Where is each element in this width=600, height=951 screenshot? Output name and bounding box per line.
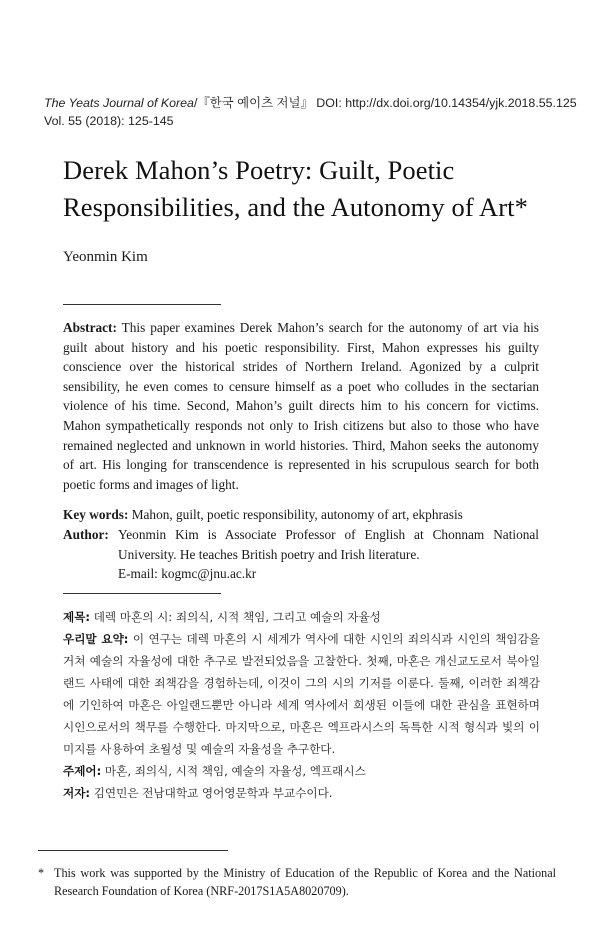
korean-summary-block: [63, 606, 540, 804]
korean-author-text: 김연민은 전남대학교 영어영문학과 부교수이다.: [90, 786, 333, 800]
journal-header: [44, 94, 584, 130]
article-title: Derek Mahon’s Poetry: Guilt, Poetic Responsibilities, and the Autonomy of Art*: [63, 155, 528, 222]
korean-summary-label: 우리말 요약:: [63, 632, 129, 646]
article-author: Yeonmin Kim: [63, 249, 148, 265]
journal-citation-line: [44, 94, 584, 112]
author-info-label: Author:: [63, 527, 109, 542]
korean-keywords: [63, 760, 540, 782]
keywords-text: Mahon, guilt, poetic responsibility, autonomy of art, ekphrasis: [128, 507, 463, 522]
keywords: [63, 505, 539, 525]
abstract-text: This paper examines Derek Mahon’s search for the autonomy of art via his guilt about history and his poetic responsibility. First, Mahon expresses his guilty conscience over the historical strides of Northern Ireland. Agonized by a culprit sensibility, he even comes to censure himself as a poet who colludes in the sectarian violence of his time. Second, Mahon’s guilt directs him to his concern for victims. Mahon sympathetically responds not only to Irish citizens but also to those who have remained neglected and unknown in world histories. Third, Mahon seeks the autonomy of art. His longing for transcendence is represented in his scrupulous search for both poetic forms and images of light.: [63, 320, 539, 492]
author-email[interactable]: E-mail: kogmc@jnu.ac.kr: [118, 566, 257, 582]
footnote-mark: *: [38, 866, 45, 880]
volume-info: Vol. 55 (2018): 125-145: [44, 114, 174, 128]
korean-title: [63, 606, 540, 628]
korean-keywords-label: 주제어:: [63, 764, 102, 778]
abstract-label: Abstract:: [63, 320, 117, 335]
footnote-text: This work was supported by the Ministry of Education of the Republic of Korea and the National Research Foundation of Korea (NRF-2017S1A5A8020709).: [54, 866, 556, 898]
footnote-divider: [38, 850, 228, 851]
korean-title-label: 제목:: [63, 610, 91, 624]
korean-author: [63, 782, 540, 804]
doi-link[interactable]: DOI: http://dx.doi.org/10.14354/yjk.2018.55.125: [312, 96, 577, 110]
korean-summary: [63, 628, 540, 760]
korean-summary-text: 이 연구는 데렉 마혼의 시 세계가 역사에 대한 시인의 죄의식과 시인의 책임감을 거쳐 예술의 자율성에 대한 추구로 발전되었음을 고찰한다. 첫째, 마혼은 개신교도로서 북아일랜드 사태에 대한 죄책감을 경험하는데, 이것이 그의 시의 기저를 이룬다. 둘째, 이러한 죄책감에 기인하여 마혼은 아일랜드뿐만 아니라 세계 역사에서 희생된 이들에 대한 관심을 표현하며 시인으로서의 책무를 수행한다. 마지막으로, 마혼은 엑프라시스의 독특한 시적 형식과 빛의 이미지를 사용하여 초월성 및 예술의 자율성을 추구한다.: [63, 632, 540, 756]
korean-author-label: 저자:: [63, 786, 91, 800]
korean-keywords-text: 마혼, 죄의식, 시적 책임, 예술의 자율성, 엑프래시스: [101, 764, 366, 778]
journal-name: The Yeats Journal of Korea: [44, 96, 194, 110]
divider: [63, 304, 221, 305]
author-info-body: [118, 525, 539, 584]
keywords-label: Key words:: [63, 507, 129, 522]
korean-title-text: 데렉 마혼의 시: 죄의식, 시적 책임, 그리고 예술의 자율성: [90, 610, 381, 624]
journal-korean-name: /『한국 예이츠 저널』: [193, 96, 313, 110]
divider: [63, 593, 221, 594]
abstract: [63, 318, 539, 494]
author-bio: Yeonmin Kim is Associate Professor of English at Chonnam National University. He teaches British poetry and Irish literature.: [118, 527, 539, 562]
